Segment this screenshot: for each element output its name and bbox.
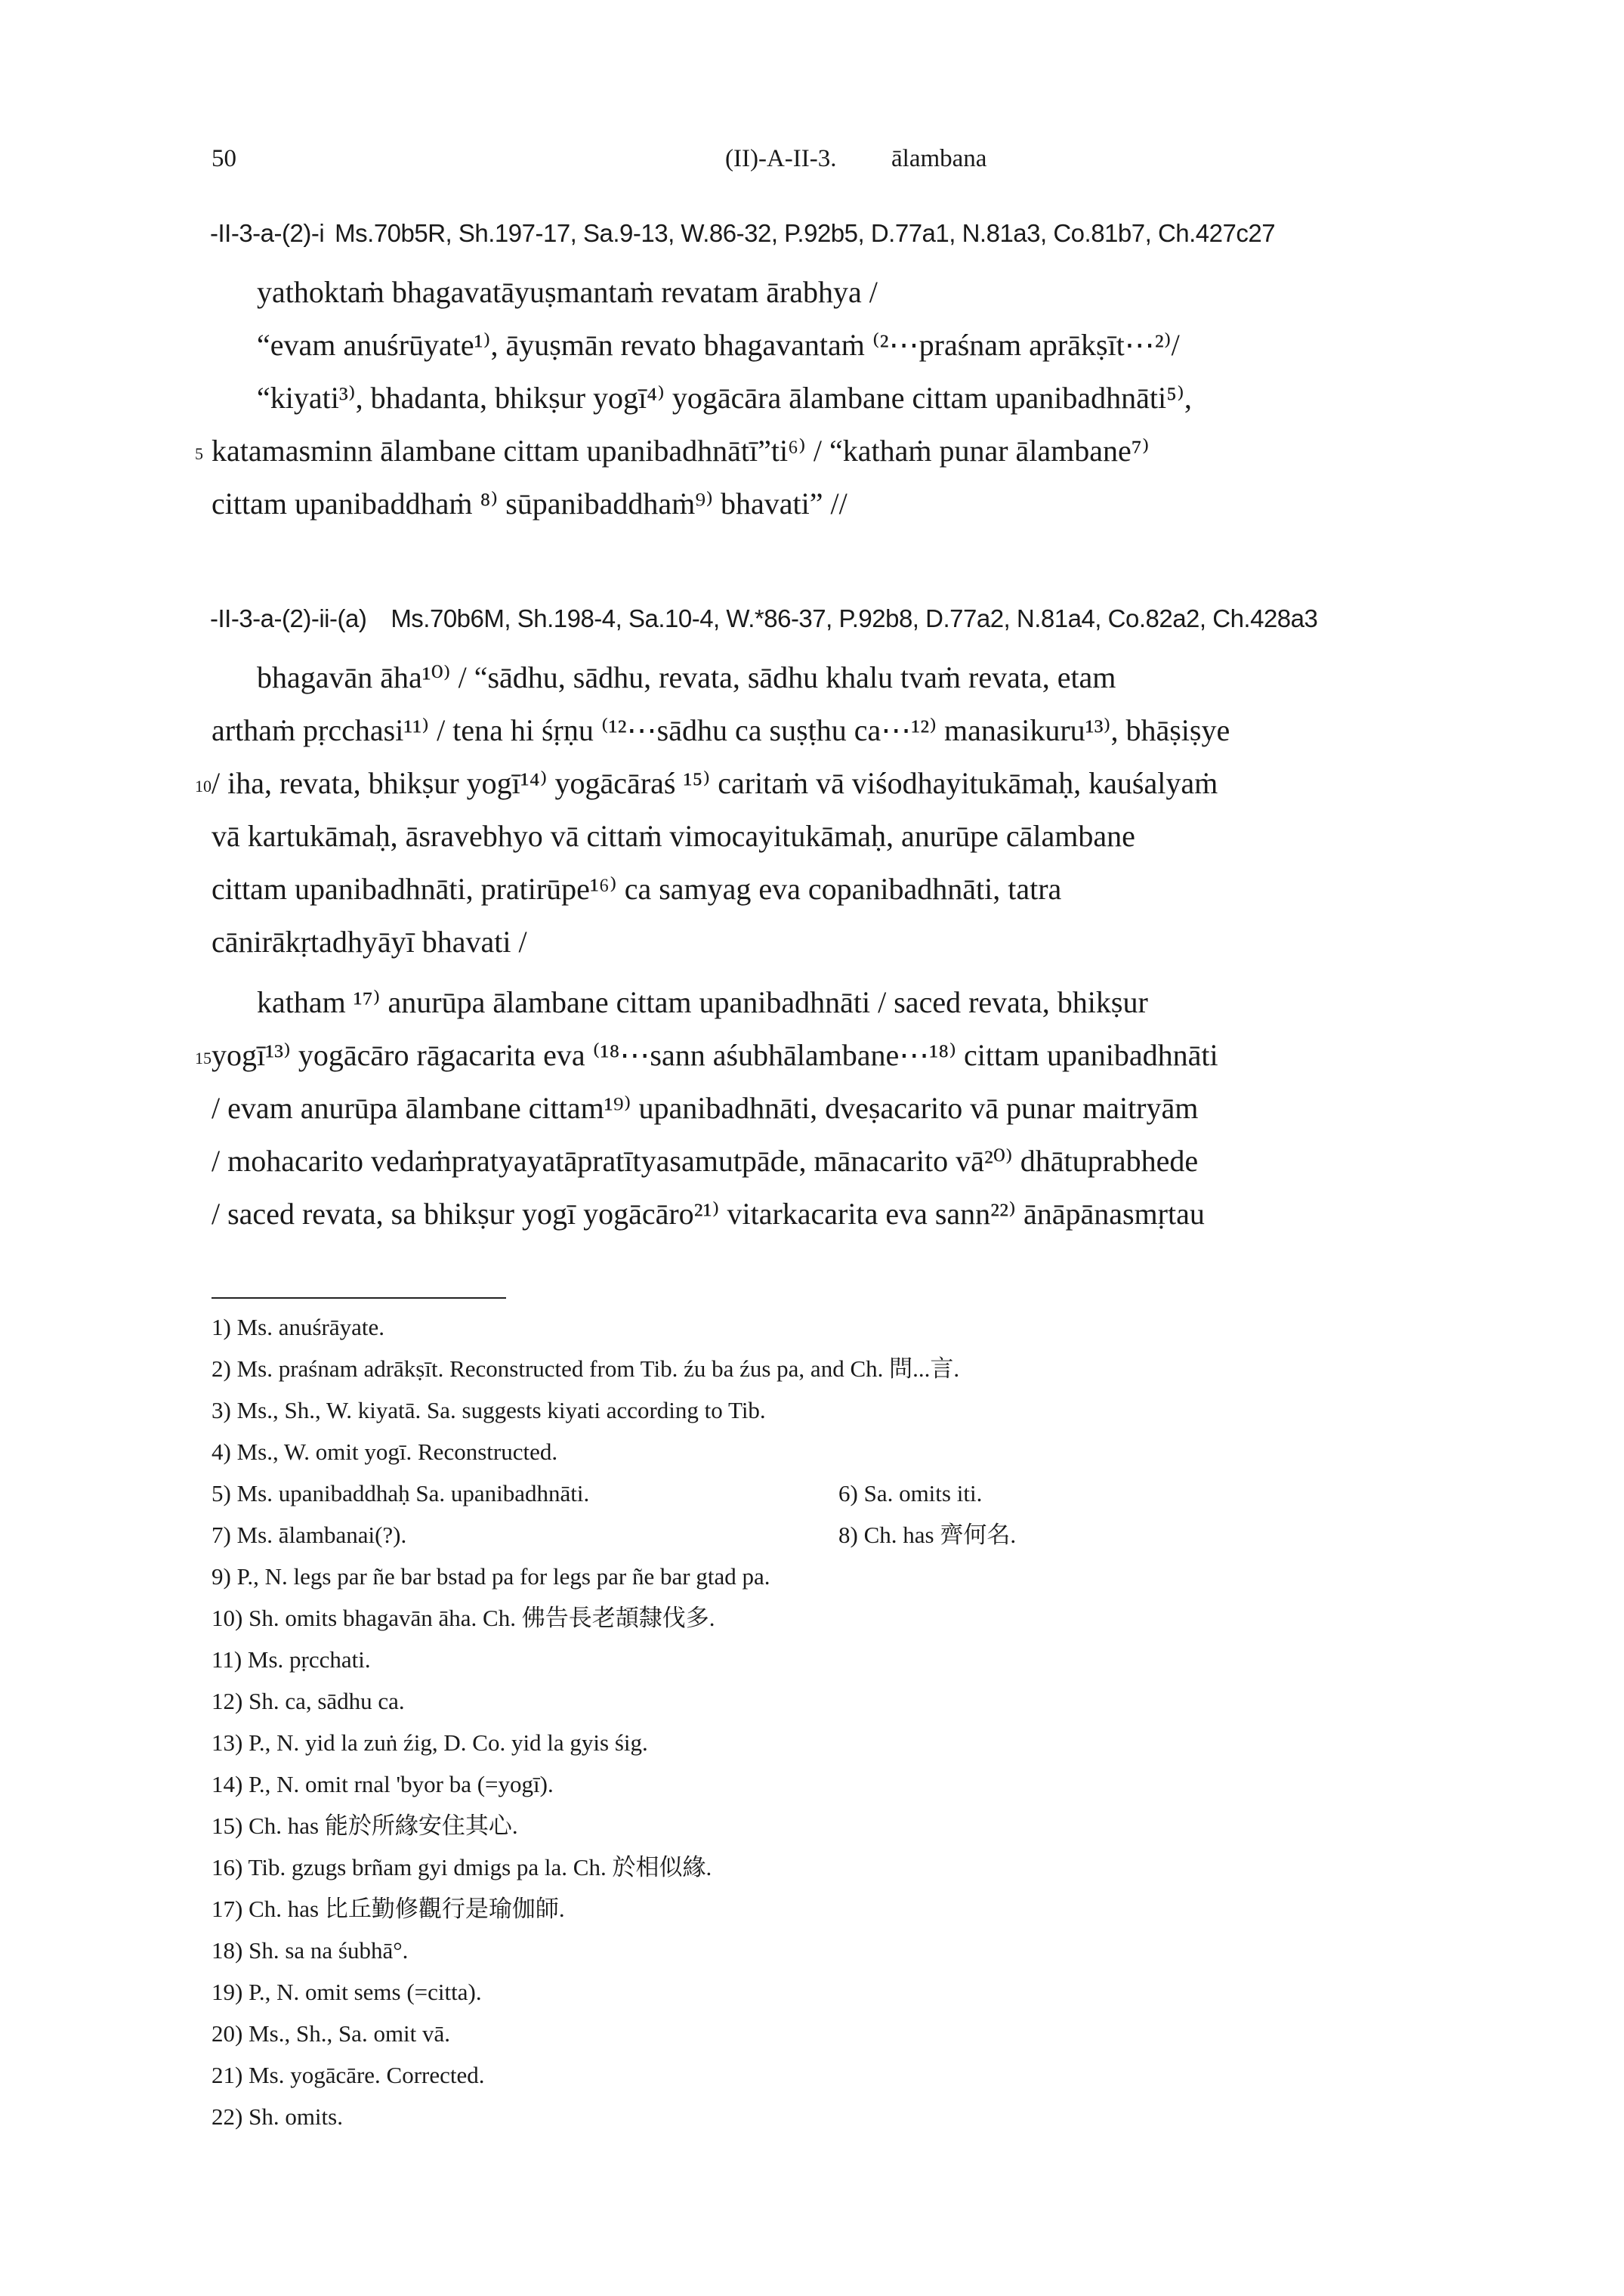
footnote: 12) Sh. ca, sādhu ca. [211, 1688, 405, 1714]
text-line: “kiyati³⁾, bhadanta, bhikṣur yogī⁴⁾ yogācāra ālambane cittam upanibadhnāti⁵⁾, [257, 381, 1192, 415]
footnote: 20) Ms., Sh., Sa. omit vā. [211, 2020, 451, 2047]
line-number: 5 [195, 444, 203, 463]
footnote: 9) P., N. legs par ñe bar bstad pa for legs par ñe bar gtad pa. [211, 1563, 770, 1590]
text-line: / iha, revata, bhikṣur yogī¹⁴⁾ yogācāraś ¹⁵⁾ caritaṁ vā viśodhayitukāmaḥ, kauśalyaṁ [211, 766, 1218, 800]
footnote: 19) P., N. omit sems (=citta). [211, 1979, 482, 2005]
footnote: 4) Ms., W. omit yogī. Reconstructed. [211, 1438, 558, 1465]
footnote: 14) P., N. omit rnal 'byor ba (=yogī). [211, 1771, 554, 1797]
text-line: / mohacarito vedaṁpratyayatāpratītyasamutpāde, mānacarito vā²⁰⁾ dhātuprabhede [211, 1144, 1199, 1178]
text-line: / evam anurūpa ālambane cittam¹⁹⁾ upanibadhnāti, dveṣacarito vā punar maitryām [211, 1091, 1199, 1125]
footnote: 5) Ms. upanibaddhaḥ Sa. upanibadhnāti. [211, 1480, 590, 1506]
passage-reference [210, 219, 1275, 248]
text-line: “evam anuśrūyate¹⁾, āyuṣmān revato bhagavantaṁ ⁽²⋯praśnam aprākṣīt⋯²⁾/ [257, 328, 1180, 362]
text-line: cittam upanibaddhaṁ ⁸⁾ sūpanibaddhaṁ⁹⁾ bhavati” // [211, 487, 848, 521]
footnote: 1) Ms. anuśrāyate. [211, 1314, 384, 1340]
footnote: 2) Ms. praśnam adrākṣīt. Reconstructed from Tib. źu ba źus pa, and Ch. 問...言. [211, 1355, 960, 1382]
text-line: katham ¹⁷⁾ anurūpa ālambane cittam upanibadhnāti / saced revata, bhikṣur [257, 985, 1148, 1019]
text-line: yathoktaṁ bhagavatāyuṣmantaṁ revatam ārabhya / [257, 275, 878, 309]
footnote: 3) Ms., Sh., W. kiyatā. Sa. suggests kiyati according to Tib. [211, 1397, 766, 1423]
footnote: 17) Ch. has 比丘勤修觀行是瑜伽師. [211, 1896, 565, 1922]
footnote: 6) Sa. omits iti. [838, 1480, 983, 1506]
footnote-rule [211, 1297, 506, 1299]
line-number: 10 [195, 777, 211, 796]
footnote: 11) Ms. pṛcchati. [211, 1646, 371, 1673]
text-line: bhagavān āha¹⁰⁾ / “sādhu, sādhu, revata, sādhu khalu tvaṁ revata, etam [257, 660, 1116, 694]
footnote: 8) Ch. has 齊何名. [838, 1522, 1017, 1548]
footnote: 13) P., N. yid la zuṅ źig, D. Co. yid la gyis śig. [211, 1729, 648, 1756]
page-number: 50 [211, 145, 236, 172]
text-line: katamasminn ālambane cittam upanibadhnātī”ti⁶⁾ / “kathaṁ punar ālambane⁷⁾ [211, 434, 1150, 468]
page-header [0, 145, 1624, 175]
line-number: 15 [195, 1049, 211, 1068]
text-line: / saced revata, sa bhikṣur yogī yogācāro²¹⁾ vitarkacarita eva sann²²⁾ ānāpānasmṛtau [211, 1197, 1205, 1231]
passage-code: -II-3-a-(2)-i [210, 219, 325, 247]
section-number: (II)-A-II-3. [725, 145, 837, 172]
footnote: 22) Sh. omits. [211, 2103, 343, 2130]
text-line: vā kartukāmaḥ, āsravebhyo vā cittaṁ vimocayitukāmaḥ, anurūpe cālambane [211, 819, 1135, 853]
footnote: 10) Sh. omits bhagavān āha. Ch. 佛告長老頡隸伐多. [211, 1605, 715, 1631]
text-line: cānirākṛtadhyāyī bhavati / [211, 925, 527, 959]
text-line: arthaṁ pṛcchasi¹¹⁾ / tena hi śṛṇu ⁽¹²⋯sādhu ca suṣṭhu ca⋯¹²⁾ manasikuru¹³⁾, bhāṣiṣye [211, 713, 1230, 747]
passage-code: -II-3-a-(2)-ii-(a) [210, 604, 367, 632]
passage-sources: Ms.70b6M, Sh.198-4, Sa.10-4, W.*86-37, P.92b8, D.77a2, N.81a4, Co.82a2, Ch.428a3 [391, 604, 1318, 632]
passage-reference [210, 604, 1317, 633]
section-topic: ālambana [891, 145, 987, 172]
text-line: cittam upanibadhnāti, pratirūpe¹⁶⁾ ca samyag eva copanibadhnāti, tatra [211, 872, 1062, 906]
passage-sources: Ms.70b5R, Sh.197-17, Sa.9-13, W.86-32, P.92b5, D.77a1, N.81a3, Co.81b7, Ch.427c27 [335, 219, 1276, 247]
footnote: 7) Ms. ālambanai(?). [211, 1522, 407, 1548]
footnote: 21) Ms. yogācāre. Corrected. [211, 2062, 485, 2088]
text-line: yogī¹³⁾ yogācāro rāgacarita eva ⁽¹⁸⋯sann aśubhālambane⋯¹⁸⁾ cittam upanibadhnāti [211, 1038, 1218, 1072]
footnote: 15) Ch. has 能於所緣安住其心. [211, 1812, 518, 1839]
footnote: 18) Sh. sa na śubhā°. [211, 1937, 409, 1964]
footnote: 16) Tib. gzugs brñam gyi dmigs pa la. Ch. 於相似緣. [211, 1854, 712, 1880]
